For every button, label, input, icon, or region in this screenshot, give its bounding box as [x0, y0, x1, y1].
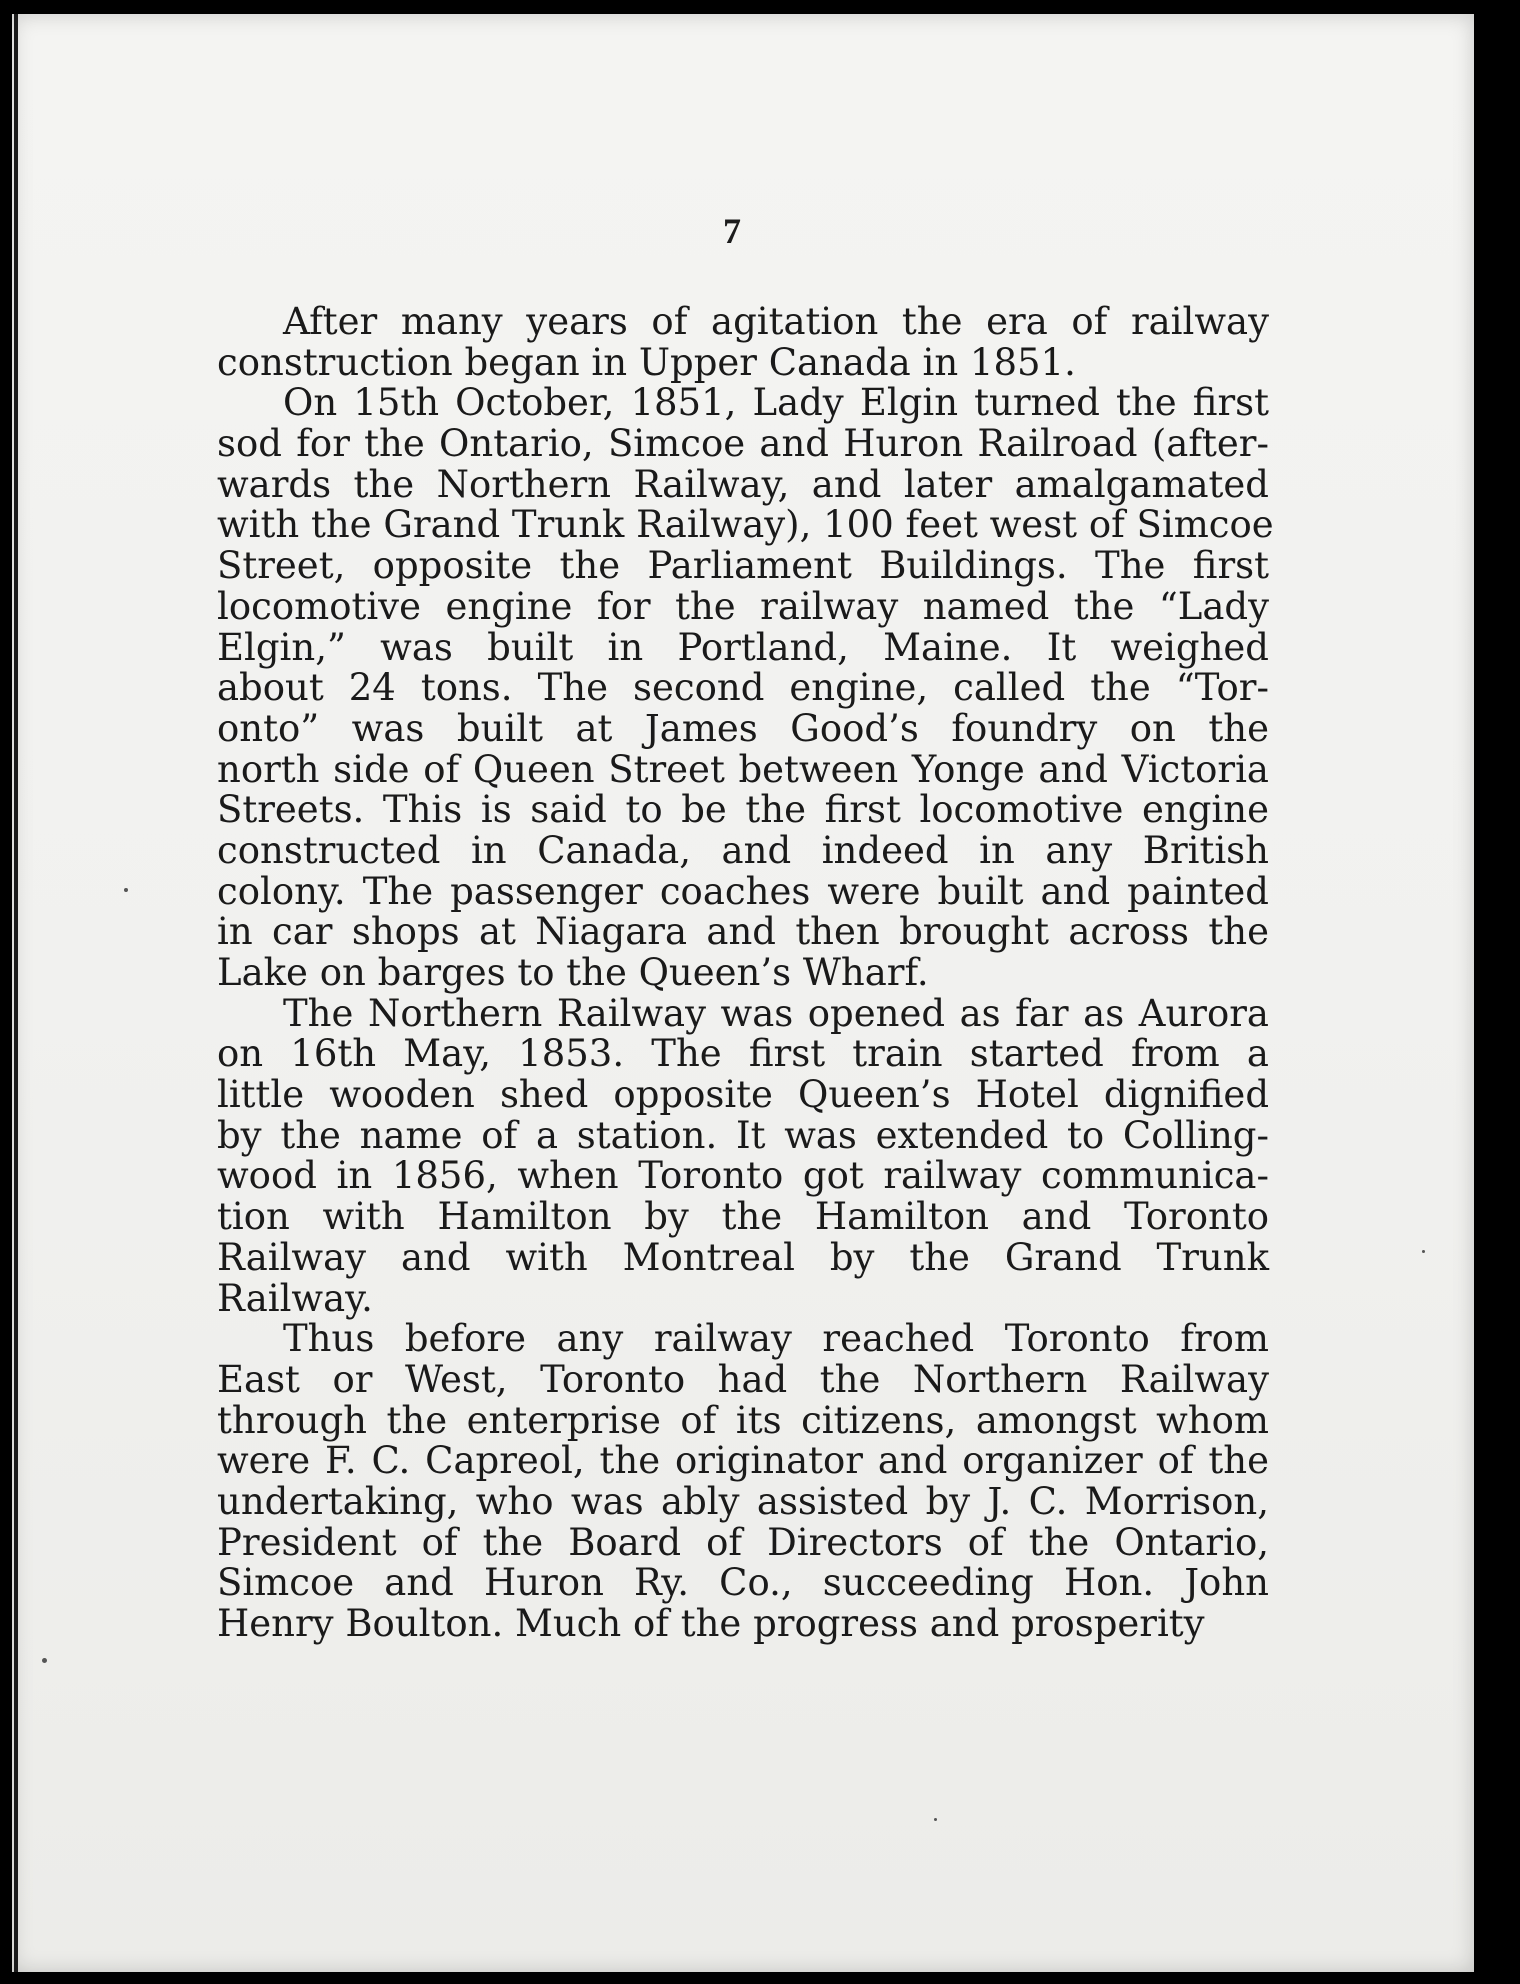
text-line: colony. The passenger coaches were built and painted: [217, 869, 1269, 913]
dust-speck: [124, 888, 128, 892]
text-line: Elgin,” was built in Portland, Maine. It weighed: [217, 625, 1269, 669]
text-line: on 16th May, 1853. The first train started from a: [217, 1032, 1269, 1076]
text-line: locomotive engine for the railway named the “Lady: [217, 584, 1269, 628]
text-line: Street, opposite the Parliament Buildings. The first: [217, 544, 1269, 588]
text-line: Lake on barges to the Queen’s Wharf.: [217, 951, 929, 994]
text-line: Streets. This is said to be the first locomotive engine: [217, 788, 1269, 832]
text-line: East or West, Toronto had the Northern Railway: [217, 1357, 1269, 1401]
text-line: Thus before any railway reached Toronto from: [283, 1317, 1269, 1361]
dust-speck: [1422, 1250, 1425, 1253]
text-line: onto” was built at James Good’s foundry on the: [217, 706, 1269, 750]
text-line: construction began in Upper Canada in 1851.: [217, 340, 1076, 384]
book-page: [12, 14, 1474, 1972]
dust-speck: [42, 1658, 47, 1663]
text-line: tion with Hamilton by the Hamilton and Toronto: [217, 1195, 1269, 1239]
dust-speck: [934, 1818, 937, 1821]
text-line: Simcoe and Huron Ry. Co., succeeding Hon. John: [217, 1561, 1269, 1605]
body-text: [217, 300, 1274, 1645]
text-line: north side of Queen Street between Yonge and Victoria: [217, 747, 1269, 791]
text-line: by the name of a station. It was extended to Colling-: [217, 1113, 1269, 1157]
text-line: were F. C. Capreol, the originator and organizer of the: [217, 1439, 1269, 1483]
text-line: constructed in Canada, and indeed in any British: [217, 828, 1269, 872]
text-line: wood in 1856, when Toronto got railway communica-: [217, 1154, 1269, 1198]
text-line: about 24 tons. The second engine, called the “Tor-: [217, 666, 1269, 710]
text-line: wards the Northern Railway, and later amalgamated: [217, 462, 1269, 506]
text-line: President of the Board of Directors of the Ontario,: [217, 1520, 1269, 1564]
text-line: The Northern Railway was opened as far as Aurora: [283, 991, 1269, 1035]
text-line: through the enterprise of its citizens, amongst whom: [217, 1398, 1269, 1442]
page-edge-rule: [14, 14, 18, 1972]
text-line: with the Grand Trunk Railway), 100 feet west of Simcoe: [217, 503, 1274, 547]
text-line: On 15th October, 1851, Lady Elgin turned the first: [283, 381, 1269, 425]
text-line: little wooden shed opposite Queen’s Hotel dignified: [217, 1073, 1269, 1117]
text-line: Railway and with Montreal by the Grand Trunk: [217, 1235, 1269, 1279]
text-line: sod for the Ontario, Simcoe and Huron Railroad (after-: [217, 422, 1269, 466]
page-number: 7: [723, 211, 741, 251]
text-line: undertaking, who was ably assisted by J. C. Morrison,: [217, 1479, 1269, 1523]
text-line: Henry Boulton. Much of the progress and prosperity: [217, 1602, 1205, 1645]
text-line: Railway.: [217, 1276, 373, 1320]
text-line: in car shops at Niagara and then brought across the: [217, 910, 1269, 954]
text-line: After many years of agitation the era of railway: [283, 300, 1269, 343]
